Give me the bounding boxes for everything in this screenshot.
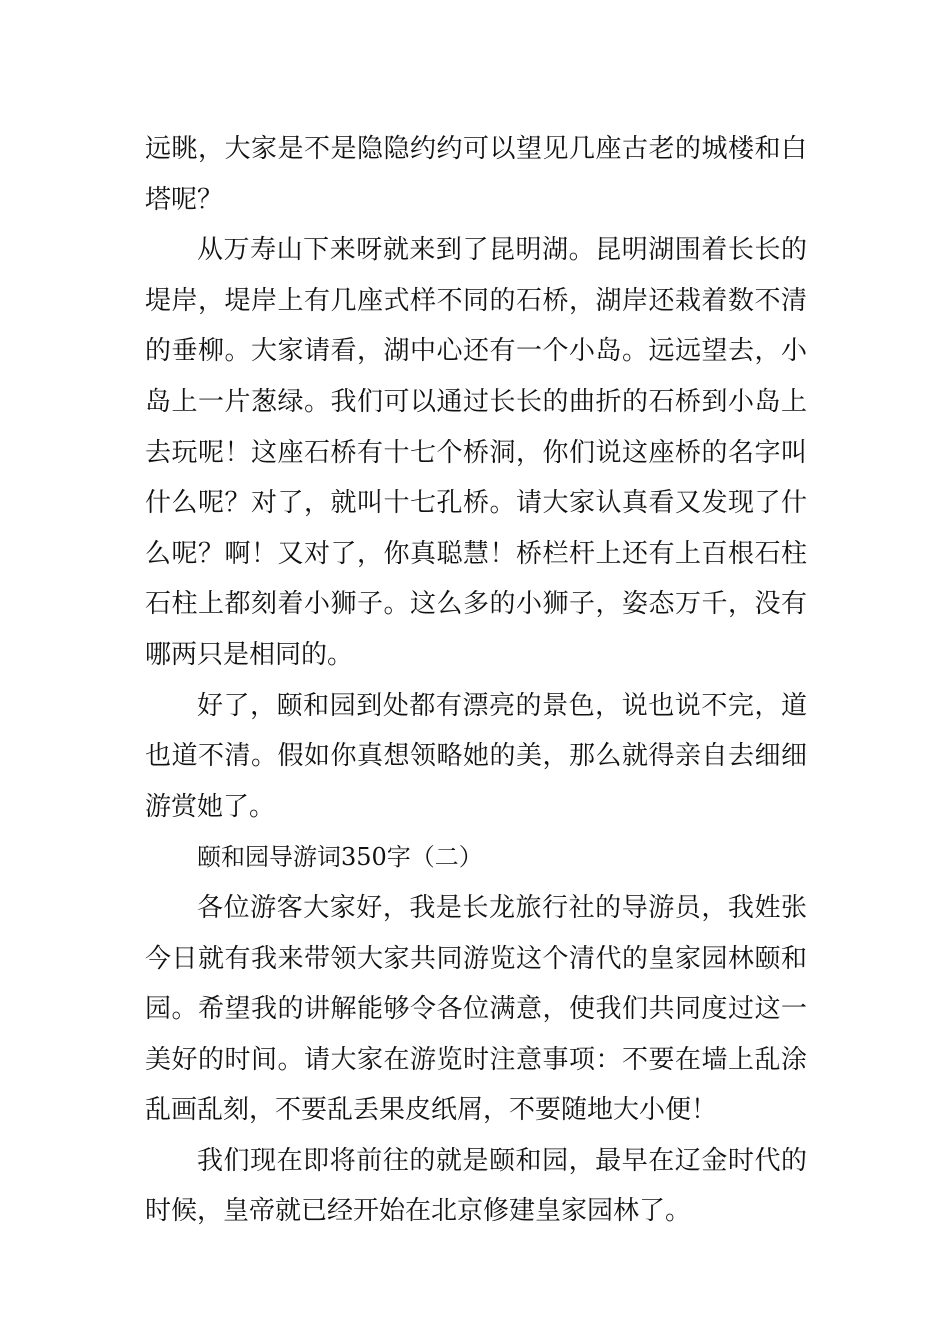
text-line: 石柱上都刻着小狮子。这么多的小狮子，姿态万千，没有 <box>145 589 807 620</box>
paragraph-first-line: 从万寿山下来呀就来到了昆明湖。昆明湖围着长长的 <box>197 235 807 266</box>
text-line: 远眺，大家是不是隐隐约约可以望见几座古老的城楼和白 <box>145 134 807 164</box>
text-line: 时候，皇帝就已经开始在北京修建皇家园林了。 <box>145 1196 692 1227</box>
text-line: 乱画乱刻，不要乱丢果皮纸屑，不要随地大小便！ <box>145 1095 718 1126</box>
paragraph-first-line: 我们现在即将前往的就是颐和园，最早在辽金时代的 <box>197 1145 807 1176</box>
paragraph-first-line: 各位游客大家好，我是长龙旅行社的导游员，我姓张 <box>197 892 807 923</box>
text-line: 今日就有我来带领大家共同游览这个清代的皇家园林颐和 <box>145 943 807 974</box>
text-line: 游赏她了。 <box>145 791 276 822</box>
text-line: 岛上一片葱绿。我们可以通过长长的曲折的石桥到小岛上 <box>145 386 807 417</box>
text-line: 园。希望我的讲解能够令各位满意，使我们共同度过这一 <box>145 994 807 1025</box>
text-line: 什么呢？对了，就叫十七孔桥。请大家认真看又发现了什 <box>145 488 807 519</box>
text-line: 塔呢？ <box>145 184 224 215</box>
document-body <box>145 124 807 1237</box>
text-line: 美好的时间。请大家在游览时注意事项：不要在墙上乱涂 <box>145 1044 807 1075</box>
text-line: 的垂柳。大家请看，湖中心还有一个小岛。远远望去，小 <box>145 336 807 367</box>
text-line: 也道不清。假如你真想领略她的美，那么就得亲自去细细 <box>145 741 807 772</box>
text-line: 堤岸，堤岸上有几座式样不同的石桥，湖岸还栽着数不清 <box>145 285 807 316</box>
text-line: 么呢？啊！又对了，你真聪慧！桥栏杆上还有上百根石柱 <box>145 538 807 569</box>
text-line: 去玩呢！这座石桥有十七个桥洞，你们说这座桥的名字叫 <box>145 437 807 468</box>
paragraph-first-line: 好了，颐和园到处都有漂亮的景色，说也说不完，道 <box>197 690 807 721</box>
section-heading: 颐和园导游词350字（二） <box>197 843 483 872</box>
text-line: 哪两只是相同的。 <box>145 639 354 670</box>
